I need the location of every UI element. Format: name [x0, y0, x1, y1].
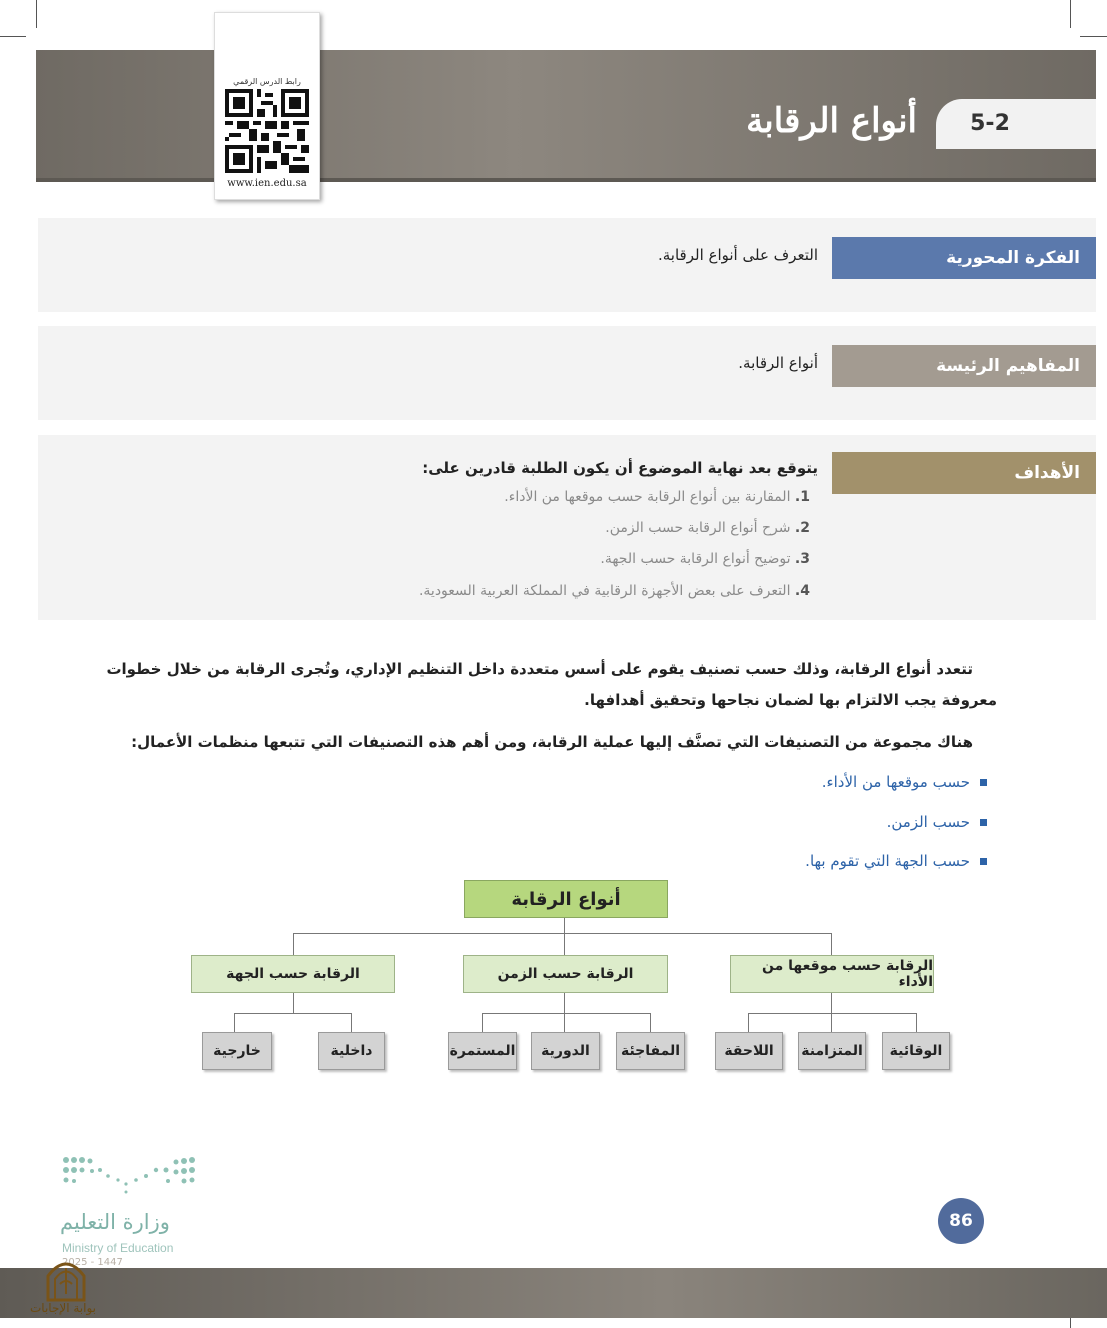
diagram-leaf: داخلية [318, 1032, 385, 1070]
body-paragraph-line: تتعدد أنواع الرقابة، وذلك حسب تصنيف يقوم على أسس متعددة داخل التنظيم الإداري، وتُجرى الرقابة من خلال خطوات [106, 660, 973, 678]
objectives-intro: يتوقع بعد نهاية الموضوع أن يكون الطلبة قادرين على: [422, 459, 818, 477]
qr-card[interactable] [214, 12, 320, 200]
ministry-name-arabic: وزارة التعليم [60, 1210, 170, 1234]
bullet-square-icon [980, 858, 987, 865]
objective-item: 3. توضيح أنواع الرقابة حسب الجهة. [600, 551, 810, 567]
objectives-panel [38, 435, 1096, 620]
main-idea-panel [38, 218, 1096, 312]
diagram-leaf: اللاحقة [715, 1032, 783, 1070]
diagram-leaf: المفاجئة [616, 1032, 685, 1070]
objective-item: 2. شرح أنواع الرقابة حسب الزمن. [605, 520, 810, 536]
diagram-leaf: المتزامنة [798, 1032, 866, 1070]
footer-band [0, 1268, 1107, 1318]
diagram-leaf: الوقائية [882, 1032, 950, 1070]
crop-mark [1070, 0, 1071, 28]
bullet-square-icon [980, 779, 987, 786]
header-band-strip [36, 178, 1096, 182]
bullet-item: حسب موقعها من الأداء. [822, 773, 987, 791]
page-number: 86 [938, 1198, 984, 1244]
edition-year: 2025 - 1447 [62, 1257, 123, 1268]
body-paragraph: هناك مجموعة من التصنيفات التي تصنَّف إليها عملية الرقابة، ومن أهم هذه التصنيفات التي تتبعها منظمات الأعمال: [131, 733, 973, 751]
qr-code-icon[interactable] [225, 89, 309, 173]
answers-portal-label: بوابة الإجابات [30, 1301, 97, 1315]
main-idea-text: التعرف على أنواع الرقابة. [658, 246, 818, 264]
key-concepts-panel [38, 326, 1096, 420]
diagram-leaf: الدورية [531, 1032, 600, 1070]
diagram-branch: الرقابة حسب الزمن [463, 955, 668, 993]
crop-mark [36, 0, 37, 28]
objective-item: 4. التعرف على بعض الأجهزة الرقابية في المملكة العربية السعودية. [418, 583, 810, 599]
crop-mark [1080, 36, 1107, 37]
diagram-leaf: خارجية [202, 1032, 272, 1070]
crop-mark [0, 36, 26, 37]
objective-item: 1. المقارنة بين أنواع الرقابة حسب موقعها من الأداء. [504, 489, 810, 505]
diagram-branch: الرقابة حسب الجهة [191, 955, 395, 993]
bullet-square-icon [980, 819, 987, 826]
diagram-root: أنواع الرقابة [464, 880, 668, 918]
diagram-leaf: المستمرة [448, 1032, 517, 1070]
main-idea-label: الفكرة المحورية [832, 237, 1096, 279]
body-paragraph-line: معروفة يجب الالتزام بها لضمان نجاحها وتحقيق أهدافها. [584, 691, 997, 709]
ministry-name-english: Ministry of Education [62, 1241, 174, 1255]
lesson-number: 5-2 [970, 111, 1010, 136]
qr-url[interactable]: www.ien.edu.sa [227, 178, 307, 189]
answers-portal-logo-icon [44, 1254, 88, 1302]
objectives-label: الأهداف [832, 452, 1096, 494]
key-concepts-label: المفاهيم الرئيسة [832, 345, 1096, 387]
bullet-item: حسب الجهة التي تقوم بها. [805, 852, 987, 870]
diagram-branch: الرقابة حسب موقعها من الأداء [730, 955, 934, 993]
qr-caption: رابط الدرس الرقمي [233, 77, 301, 86]
ministry-logo-dots-icon [60, 1154, 200, 1200]
key-concepts-text: أنواع الرقابة. [738, 354, 818, 372]
bullet-item: حسب الزمن. [887, 813, 987, 831]
lesson-title: أنواع الرقابة [746, 101, 917, 141]
